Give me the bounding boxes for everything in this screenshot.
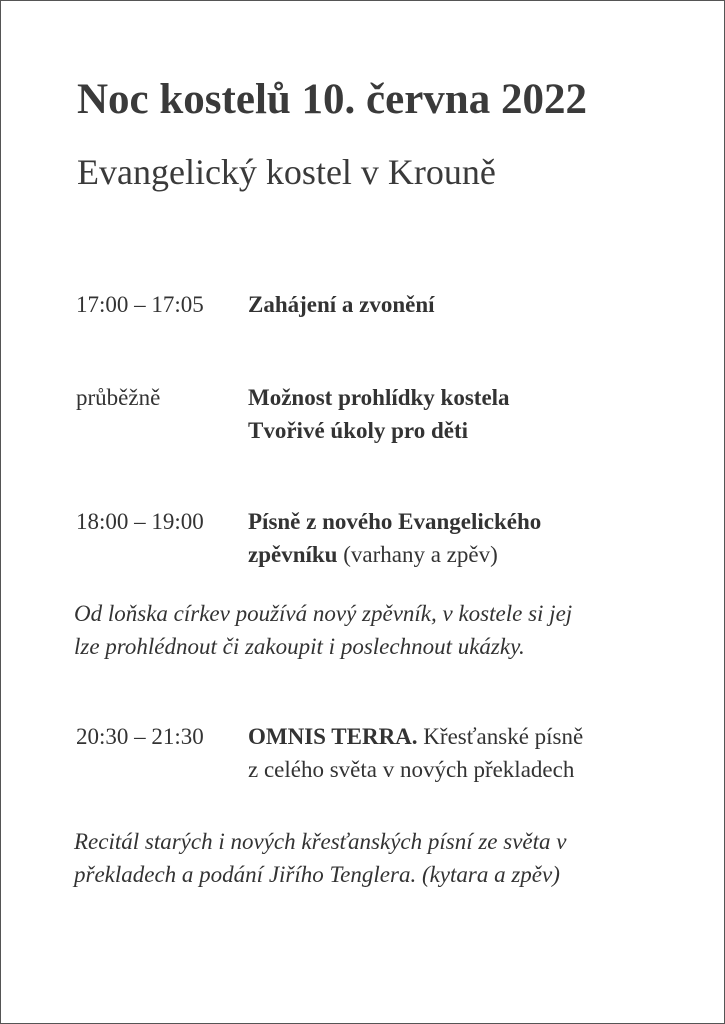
program-title: OMNIS TERRA.: [248, 724, 418, 749]
note-line: Od loňska církev používá nový zpěvník, v kostele si jej: [74, 601, 573, 626]
program-title: Možnost prohlídky kostela: [248, 385, 510, 410]
program-line: [248, 505, 668, 538]
page-subtitle: Evangelický kostel v Krouně: [77, 152, 496, 192]
program-detail: (varhany a zpěv): [337, 542, 498, 567]
program-line: [248, 414, 668, 447]
program-title: Písně z nového Evangelického: [248, 509, 542, 534]
program-time: 18:00 – 19:00: [76, 509, 204, 534]
program-line: [248, 288, 668, 321]
program-line: [248, 720, 668, 753]
program-line: [248, 381, 668, 414]
note-hymnbook: [74, 597, 572, 663]
note-line: lze prohlédnout či zakoupit i poslechnout ukázky.: [74, 634, 525, 659]
note-line: překladech a podání Jiřího Tenglera. (kytara a zpěv): [74, 862, 560, 887]
program-time: 20:30 – 21:30: [76, 724, 204, 749]
program-title: Zahájení a zvonění: [248, 292, 435, 317]
program-description: [248, 288, 668, 321]
program-description: [248, 505, 668, 571]
program-time: průběžně: [76, 385, 161, 410]
program-detail: z celého světa v nových překladech: [248, 757, 575, 782]
program-title: Tvořivé úkoly pro děti: [248, 418, 469, 443]
note-line: Recitál starých i nových křesťanských písní ze světa v: [74, 829, 567, 854]
program-time: 17:00 – 17:05: [76, 292, 204, 317]
note-recital: [74, 825, 566, 891]
program-line: [248, 538, 668, 571]
program-description: [248, 720, 668, 786]
program-line: [248, 753, 668, 786]
program-title: zpěvníku: [248, 542, 338, 567]
program-detail: Křesťanské písně: [417, 724, 584, 749]
program-description: [248, 381, 668, 447]
page-title: Noc kostelů 10. června 2022: [77, 76, 587, 123]
